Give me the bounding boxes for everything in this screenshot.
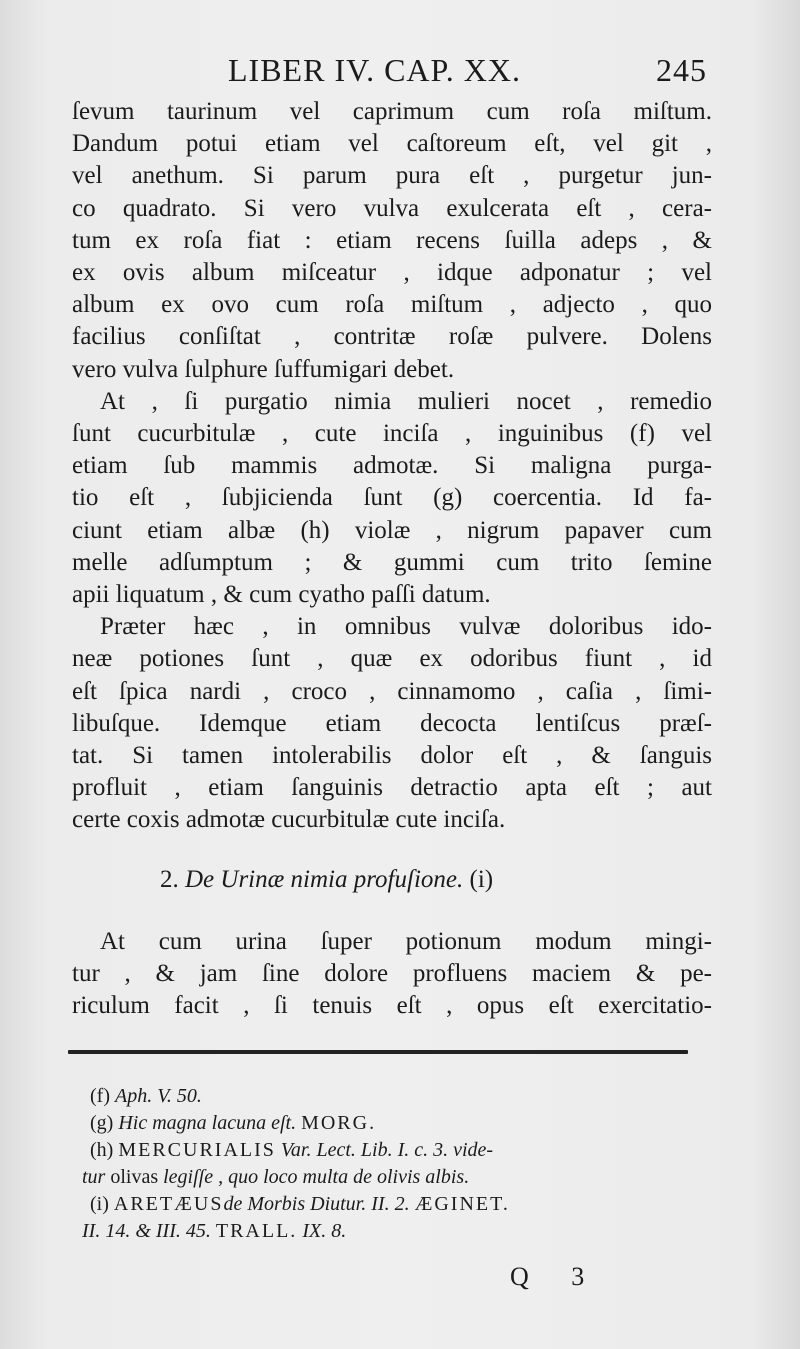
footnote-i: [90, 1191, 710, 1218]
footnote-author: MORG.: [301, 1112, 377, 1134]
text-line: Dandum potui etiam vel caſtoreum eſt, vel git ,: [72, 130, 712, 158]
section-number: 2.: [160, 866, 179, 893]
signature-mark: Q 3: [510, 1262, 603, 1291]
text-line: ciunt etiam albæ (h) violæ , nigrum papaver cum: [72, 516, 712, 544]
text-line: tum ex roſa fiat : etiam recens ſuilla adeps , &: [72, 226, 712, 254]
footnote-mark: (f): [90, 1085, 110, 1107]
text-line: At cum urina ſuper potionum modum mingi-: [100, 928, 712, 955]
footnote-author: MERCURIALIS: [118, 1139, 276, 1161]
footnote-author: ÆGINET.: [414, 1193, 510, 1215]
footnote-author: TRALL.: [215, 1220, 298, 1242]
page-header: [228, 52, 728, 92]
text-line: ſevum taurinum vel caprimum cum roſa miſtum.: [72, 98, 712, 125]
footnote-h-continued: [82, 1164, 710, 1191]
text-line: melle adſumptum ; & gummi cum trito ſemine: [72, 548, 712, 576]
text-line: tur , & jam ſine dolore profluens maciem & pe-: [72, 960, 712, 988]
footnote-text: III. 45.: [155, 1220, 211, 1242]
footnote-g: [90, 1110, 710, 1137]
footnote-author: ARETÆUS: [113, 1193, 224, 1215]
text-line: ſunt cucurbitulæ , cute inciſa , inguinibus (f) vel: [72, 420, 712, 448]
text-line: facilius conſiſtat , contritæ roſæ pulvere. Dolens: [72, 323, 712, 351]
text-line: certe coxis admotæ cucurbitulæ cute inciſa.: [72, 806, 506, 834]
text-line: apii liquatum , & cum cyatho paſſi datum.: [72, 581, 491, 609]
ampersand: &: [135, 1220, 151, 1242]
running-head: LIBER IV. CAP. XX.: [228, 52, 521, 88]
text-line: At , ſi purgatio nimia mulieri nocet , remedio: [100, 387, 712, 415]
page-number: 245: [656, 52, 707, 88]
footnotes: [82, 1083, 710, 1245]
footnote-text: Aph. V. 50.: [114, 1085, 202, 1107]
footnote-mark: (h): [90, 1139, 114, 1161]
footnote-h: [90, 1137, 710, 1164]
footnote-text: Hic magna lacuna eſt.: [118, 1112, 297, 1134]
text-line: neæ potiones ſunt , quæ ex odoribus fiunt , id: [72, 645, 712, 673]
footnote-mark: (g): [90, 1112, 114, 1134]
text-line: libuſque. Idemque etiam decocta lentiſcus præſ-: [72, 709, 712, 737]
section-text: [72, 926, 712, 1023]
footnote-f: [90, 1083, 710, 1110]
footnote-reference: (i): [469, 866, 494, 893]
footnote-text: legiſſe , quo loco multa de olivis albis.: [163, 1166, 470, 1188]
text-line: co quadrato. Si vero vulva exulcerata eſt , cera-: [72, 194, 712, 222]
footnote-text: tur: [82, 1166, 106, 1188]
text-line: tat. Si tamen intolerabilis dolor eſt , & ſanguis: [72, 742, 712, 770]
footnote-text: de Morbis Diutur. II. 2.: [223, 1193, 410, 1215]
text-line: ex ovis album miſceatur , idque adponatur ; vel: [72, 259, 712, 287]
text-line: eſt ſpica nardi , croco , cinnamomo , caſia , ſimi-: [72, 677, 712, 705]
text-line: riculum facit , ſi tenuis eſt , opus eſt exercitatio-: [72, 992, 712, 1020]
footnote-i-continued: [82, 1218, 710, 1245]
footnote-text: IX. 8.: [302, 1220, 347, 1242]
footnote-text: II. 14.: [82, 1220, 131, 1242]
footnote-text: Var. Lect. Lib. I. c. 3. vide-: [280, 1139, 494, 1161]
text-line: vero vulva ſulphure ſuffumigari debet.: [72, 355, 455, 383]
footnote-mark: (i): [90, 1193, 109, 1215]
footnote-rule: [68, 1050, 688, 1054]
text-line: tio eſt , ſubjicienda ſunt (g) coercentia. Id fa-: [72, 484, 712, 512]
section-heading: [160, 866, 640, 894]
text-line: vel anethum. Si parum pura eſt , purgetur jun-: [72, 162, 712, 190]
text-line: album ex ovo cum roſa miſtum , adjecto , quo: [72, 291, 712, 319]
text-line: profluit , etiam ſanguinis detractio apta eſt ; aut: [72, 774, 712, 802]
main-text: [72, 96, 712, 837]
footnote-text: olivas: [110, 1166, 159, 1188]
text-line: etiam ſub mammis admotæ. Si maligna purga-: [72, 452, 712, 480]
section-title: De Urinæ nimia profuſione.: [185, 866, 464, 893]
text-line: Præter hæc , in omnibus vulvæ doloribus ido-: [100, 613, 712, 641]
